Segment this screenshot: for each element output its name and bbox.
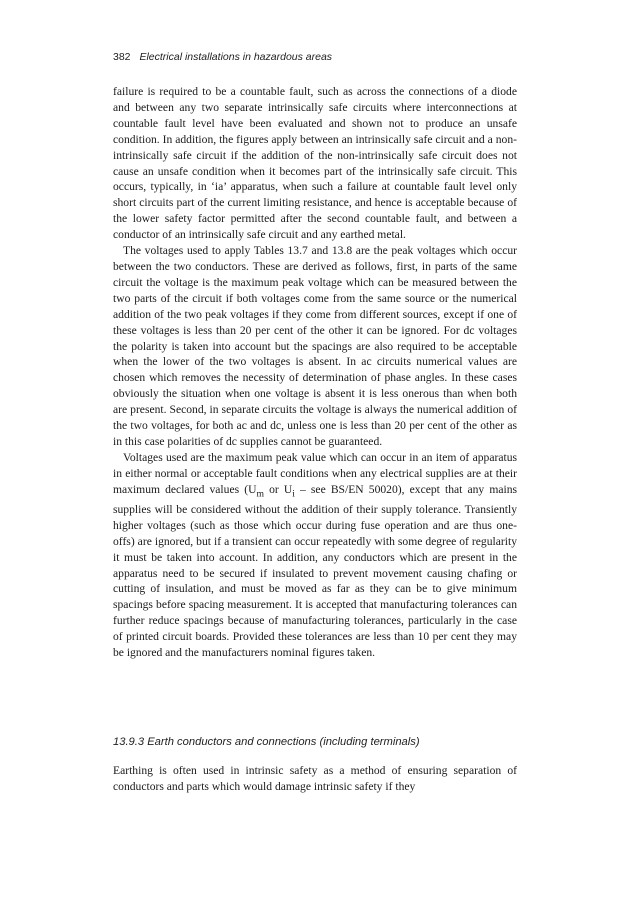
paragraph-1: failure is required to be a countable fault, such as across the connections of a diode and between any two separate intrinsically safe circuits where interconnections at countable fault level have been evaluated and shown not to produce an unsafe condition. In addition, the figures apply between an intrinsically safe circuit and a non-intrinsically safe circuit if the addition of the non-intrinsically safe circuit does not cause an unsafe condition when it becomes part of the intrinsically safe circuit. This occurs, typically, in ‘ia’ apparatus, when such a failure at countable fault level only short circuits part of the current limiting resistance, and hence is acceptable because of the lower safety factor permitted after the second countable fault, and between a conductor of an intrinsically safe circuit and any earthed metal. xyxy=(113,85,517,242)
subscript-i: i xyxy=(292,487,295,499)
section-heading: 13.9.3 Earth conductors and connections (including terminals) xyxy=(113,736,420,748)
paragraph-3-part-1: Voltages used are the maximum peak value which can occur in an item of apparatus in either normal or acceptable fault conditions when any electrical supplies are at their maximum declared values (U xyxy=(113,450,517,496)
paragraph-2: The voltages used to apply Tables 13.7 and 13.8 are the peak voltages which occur between the two conductors. These are derived as follows, first, in parts of the same circuit the voltage is the maximum peak voltage which can be measured between the two parts of the circuit if both voltages come from the same source or the numerical addition of the two peak voltages if they come from different sources, except if one of these voltages is less than 20 per cent of the other it can be ignored. For dc voltages the polarity is taken into account but the spacings are also required to be acceptable when the lower of the two voltages is absent. In ac circuits numerical values are chosen which removes the necessity of determination of phase angles. In these cases obviously the situation when one voltage is absent it is less onerous than when both are present. Second, in separate circuits the voltage is always the numerical addition of the two voltages, for both ac and dc, unless one is less than 20 per cent of the other as in this case polarities of dc supplies cannot be guaranteed. xyxy=(113,244,517,448)
section-paragraph: Earthing is often used in intrinsic safety as a method of ensuring separation of conductors and parts which would damage intrinsic safety if they xyxy=(113,764,517,793)
running-header xyxy=(113,51,332,63)
paragraph-3 xyxy=(113,450,517,661)
subscript-m: m xyxy=(256,487,264,499)
section-text xyxy=(113,763,517,795)
paragraph-3-part-3: – see BS/EN 50020), except that any mains supplies will be considered without the addition of their supply tolerance. Transiently higher voltages (such as those which occur during fuse operation and are thus one-offs) are ignored, but if a transient can occur repeatedly with some degree of regularity it must be taken into account. In addition, any conductors which are present in the apparatus need to be secured if insulated to prevent movement causing chafing or cutting of insulation, and must be moved as far as they can be to give minimum spacings before spacing measurement. It is accepted that manufacturing tolerances can further reduce spacings because of manufacturing tolerances, particularly in the case of printed circuit boards. Provided these tolerances are less than 10 per cent they may be ignored and the manufacturers nominal figures taken. xyxy=(113,482,518,660)
paragraph-3-part-2: or U xyxy=(263,482,293,496)
running-title: Electrical installations in hazardous areas xyxy=(139,51,333,63)
body-text xyxy=(113,84,517,661)
page-number: 382 xyxy=(113,51,131,63)
